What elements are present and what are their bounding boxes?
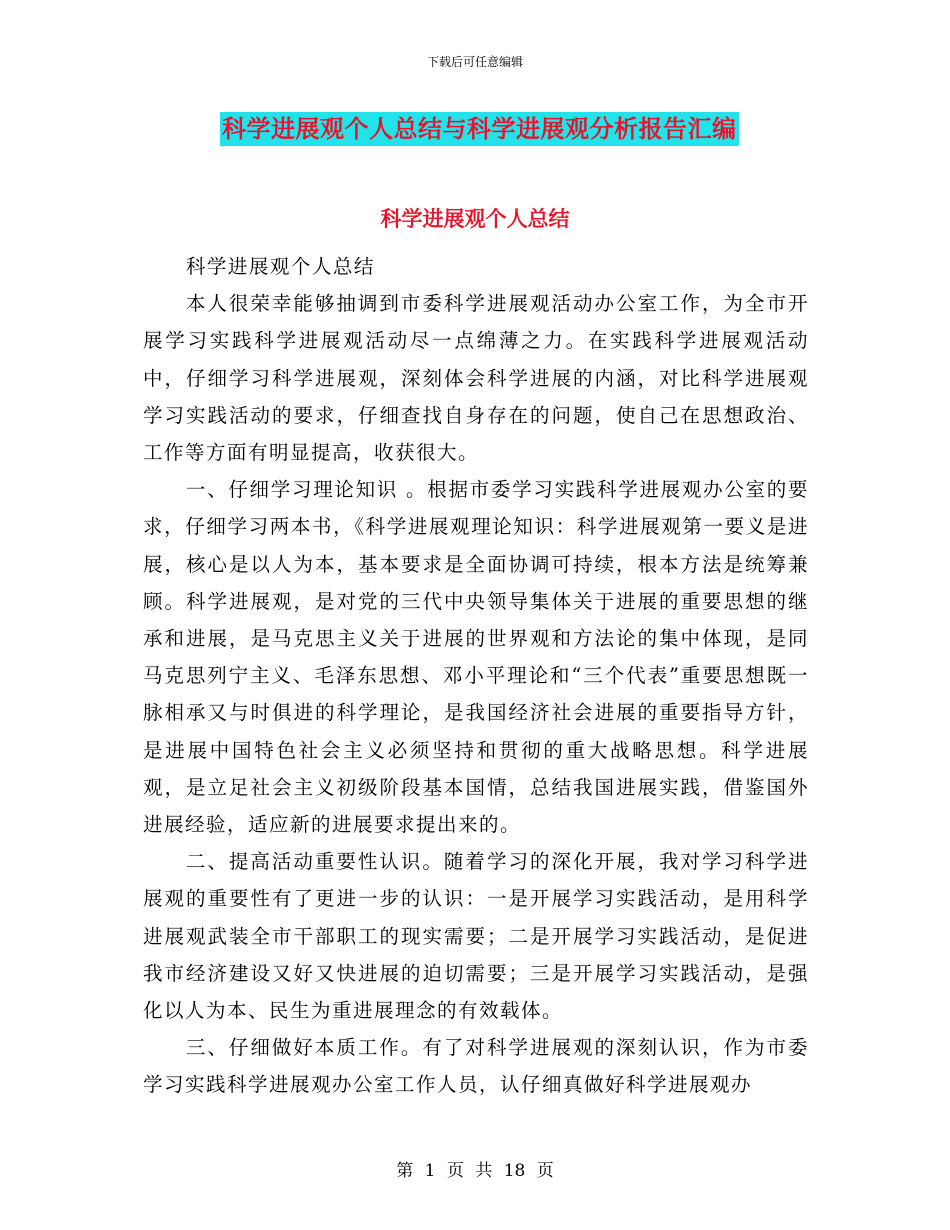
paragraph-heading: 科学进展观个人总结 — [185, 255, 375, 278]
page-footer: 第 1 页 共 18 页 — [396, 1161, 554, 1181]
paragraph-section-3: 三、仔细做好本质工作。有了对科学进展观的深刻认识，作为市委学习实践科学进展观办公室工作人员，认仔细真做好科学进展观办 — [143, 1036, 809, 1097]
paragraph-section-1: 一、仔细学习理论知识 。根据市委学习实践科学进展观办公室的要求，仔细学习两本书，《科学进展观理论知识：科学进展观第一要义是进展，核心是以人为本，基本要求是全面协调可持续，根本方法是统筹兼顾。科学进展观，是对党的三代中央领导集体关于进展的重要思想的继承和进展，是马克思主义关于进展的世界观和方法论的集中体现，是同马克思列宁主义、毛泽东思想、邓小平理论和“三个代表”重要思想既一脉相承又与时俱进的科学理论，是我国经济社会进展的重要指导方针，是进展中国特色社会主义必须坚持和贯彻的重大战略思想。科学进展观，是立足社会主义初级阶段基本国情，总结我国进展实践，借鉴国外进展经验，适应新的进展要求提出来的。 — [143, 478, 809, 837]
main-title: 科学进展观个人总结与科学进展观分析报告汇编 — [220, 112, 739, 146]
header-note: 下载后可任意编辑 — [426, 55, 523, 69]
sub-title: 科学进展观个人总结 — [380, 206, 570, 231]
document-body — [143, 248, 809, 1104]
paragraph-section-2: 二、提高活动重要性认识。随着学习的深化开展，我对学习科学进展观的重要性有了更进一步的认识：一是开展学习实践活动，是用科学进展观武装全市干部职工的现实需要；二是开展学习实践活动，是促进我市经济建设又好又快进展的迫切需要；三是开展学习实践活动，是强化以人为本、民生为重进展理念的有效载体。 — [143, 850, 809, 1023]
paragraph-intro: 本人很荣幸能够抽调到市委科学进展观活动办公室工作，为全市开展学习实践科学进展观活动尽一点绵薄之力。在实践科学进展观活动中，仔细学习科学进展观，深刻体会科学进展的内涵，对比科学进展观学习实践活动的要求，仔细查找自身存在的问题，使自己在思想政治、工作等方面有明显提高，收获很大。 — [143, 292, 809, 465]
